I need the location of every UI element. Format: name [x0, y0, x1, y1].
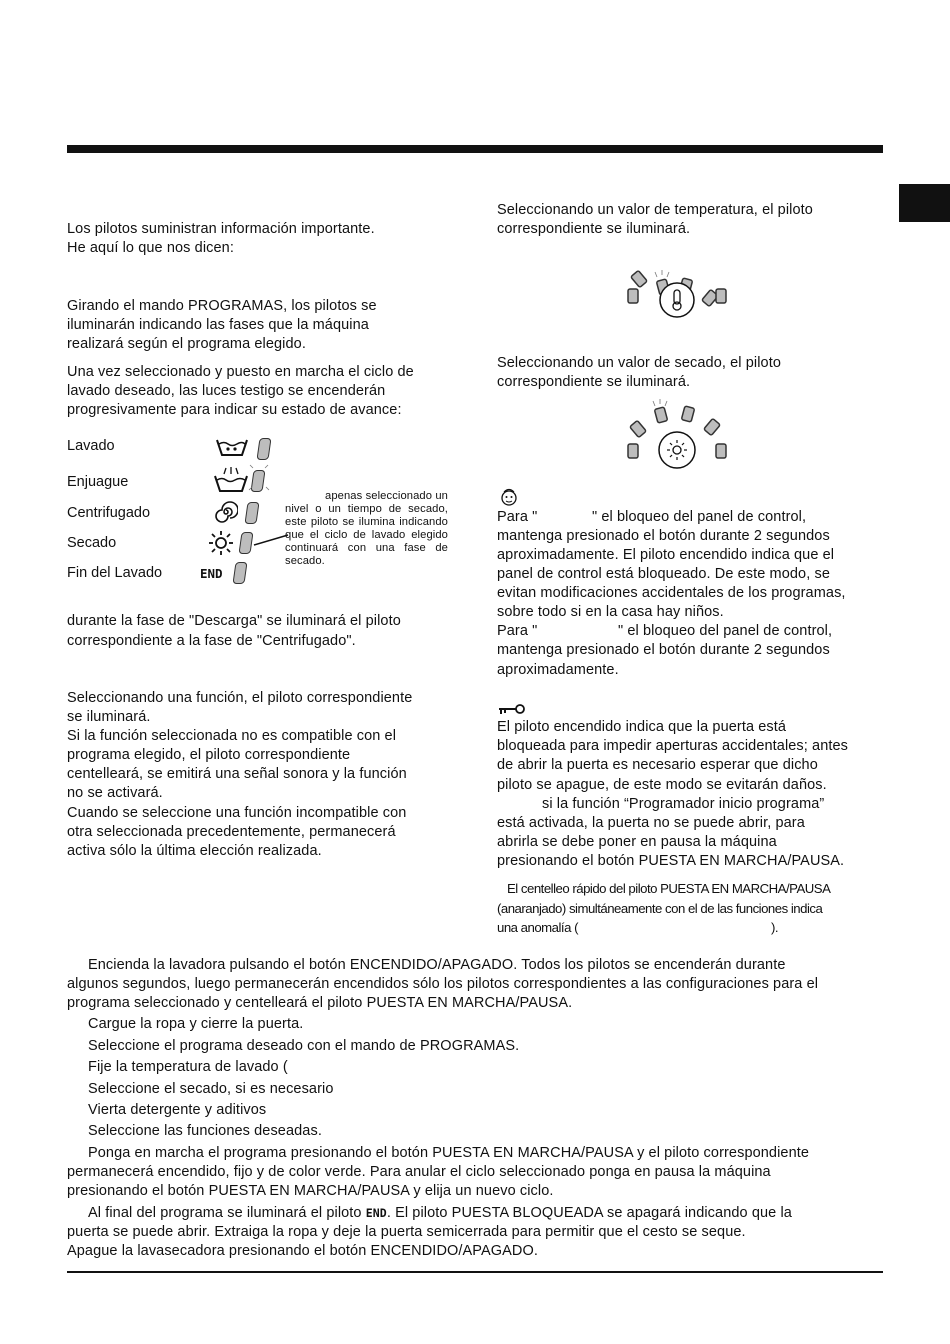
led-end [232, 562, 247, 584]
intro-line-2: He aquí lo que nos dicen: [67, 240, 234, 256]
led-spin [244, 502, 259, 524]
lock-line-2: mantenga presionado el botón durante 2 segundos [497, 528, 830, 544]
spin-icon [214, 500, 238, 524]
phase-label-dry: Secado [67, 535, 117, 551]
func-line-1: Seleccionando una función, el piloto correspondiente [67, 690, 413, 706]
step-3: Seleccione el programa deseado con el mando de PROGRAMAS. [88, 1038, 520, 1054]
step-9-line-2: puerta se puede abrir. Extraiga la ropa y deje la puerta semicerrada para permitir que el cesto se seque. [67, 1224, 746, 1240]
phase-label-rinse: Enjuague [67, 474, 129, 490]
temp-line-2: correspondiente se iluminará. [497, 221, 691, 237]
temp-led-2 [631, 270, 648, 287]
language-tab [899, 184, 950, 222]
step-4: Fije la temperatura de lavado ( [88, 1059, 288, 1075]
lock-line-4: panel de control está bloqueado. De este modo, se [497, 566, 830, 582]
step-8-line-3: presionando el botón PUESTA EN MARCHA/PAUSA y elija un nuevo ciclo. [67, 1183, 554, 1199]
temperature-selector-diagram [622, 266, 732, 322]
rinse-tub-icon [212, 466, 250, 494]
step-7: Seleccione las funciones deseadas. [88, 1123, 322, 1139]
func-line-4: programa elegido, el piloto correspondiente [67, 747, 351, 763]
step-8-line-1: Ponga en marcha el programa presionando el botón PUESTA EN MARCHA/PAUSA y el piloto correspondiente [88, 1145, 810, 1161]
lock-line-6: sobre todo si en la casa hay niños. [497, 604, 724, 620]
drain-line-2: correspondiente a la fase de "Centrifugado". [67, 633, 356, 649]
lock-line-5: evitan modificaciones accidentales de los programas, [497, 585, 846, 601]
end-glyph: END [200, 566, 223, 581]
door-line-6: está activada, la puerta no se puede abrir, para [497, 815, 805, 831]
drain-line-1: durante la fase de "Descarga" se iluminará el piloto [67, 613, 401, 629]
footer-rule [67, 1271, 883, 1273]
dry-led-5 [704, 418, 721, 435]
door-lock-key-icon [498, 702, 526, 716]
door-line-8: presionando el botón PUESTA EN MARCHA/PAUSA. [497, 853, 845, 869]
func-line-8: otra seleccionada precedentemente, permanecerá [67, 824, 396, 840]
dry-line-2: correspondiente se iluminará. [497, 374, 691, 390]
phase-label-end: Fin del Lavado [67, 565, 163, 581]
drying-selector-diagram [622, 398, 732, 470]
lock-line-3: aproximadamente. El piloto encendido indica que el [497, 547, 835, 563]
alarm-line-1: El centelleo rápido del piloto PUESTA EN MARCHA/PAUSA [507, 881, 831, 896]
alarm-line-3a: una anomalía ( [497, 920, 578, 935]
temp-led-6 [716, 289, 726, 303]
step-5: Seleccione el secado, si es necesario [88, 1081, 334, 1097]
step-8-line-2: permanecerá encendido, fijo y de color verde. Para anular el ciclo seleccionado ponga en pausa la máquina [67, 1164, 771, 1180]
step-2: Cargue la ropa y cierre la puerta. [88, 1016, 304, 1032]
lock-line-7a: Para " [497, 623, 538, 639]
alarm-line-2: (anaranjado) simultáneamente con el de las funciones indica [497, 901, 823, 916]
lock-line-8: mantenga presionado el botón durante 2 segundos [497, 642, 830, 658]
phase-label-wash: Lavado [67, 438, 115, 454]
door-line-5: si la función “Programador inicio programa” [542, 796, 825, 812]
lock-line-1b: " el bloqueo del panel de control, [592, 509, 807, 525]
func-line-6: no se activará. [67, 785, 163, 801]
intro-line-1: Los pilotos suministran información importante. [67, 221, 375, 237]
func-line-9: activa sólo la última elección realizada. [67, 843, 322, 859]
dry-led-3 [654, 407, 667, 423]
lock-line-7b: " el bloqueo del panel de control, [618, 623, 833, 639]
led-wash [256, 438, 271, 460]
dry-led-1 [628, 444, 638, 458]
step-1-line-2: algunos segundos, luego permanecerán encendidos sólo los pilotos correspondientes a las configuraciones para el [67, 976, 819, 992]
phase-paragraph-1: Girando el mando PROGRAMAS, los pilotos se iluminarán indicando las fases que la máquina realizará según el programa elegido. [67, 298, 377, 353]
rinse-led-glow-icon [248, 462, 272, 496]
door-line-4: piloto se apague, de este modo se evitarán daños. [497, 777, 827, 793]
dry-line-1: Seleccionando un valor de secado, el piloto [497, 355, 782, 371]
door-line-3: de abrir la puerta es necesario esperar que dicho [497, 757, 818, 773]
step-9-line-3: Apague la lavasecadora presionando el botón ENCENDIDO/APAGADO. [67, 1243, 538, 1259]
phase-label-spin: Centrifugado [67, 505, 151, 521]
step-9-post: . El piloto PUESTA BLOQUEADA se apagará indicando que la [386, 1205, 792, 1221]
door-line-2: bloqueada para impedir aperturas accidentales; antes [497, 738, 849, 754]
step-6: Vierta detergente y aditivos [88, 1102, 267, 1118]
step-1-line-1: Encienda la lavadora pulsando el botón ENCENDIDO/APAGADO. Todos los pilotos se encenderán durante [88, 957, 786, 973]
lock-line-1a: Para " [497, 509, 538, 525]
temp-led-1 [628, 289, 638, 303]
door-line-7: abrirla se debe poner en pausa la máquina [497, 834, 777, 850]
step-9-end-glyph: END [365, 1206, 387, 1220]
wash-tub-icon [214, 436, 250, 458]
temp-line-1: Seleccionando un valor de temperatura, el piloto [497, 202, 813, 218]
header-rule [67, 145, 883, 153]
step-1-line-3: programa seleccionado y centelleará el piloto PUESTA EN MARCHA/PAUSA. [67, 995, 573, 1011]
dry-led-2 [630, 420, 647, 437]
dry-note: apenas seleccionado un nivel o un tiempo de secado, este piloto se ilumina indicando que el ciclo de lavado elegido continuará con una fase de secado. [285, 490, 448, 567]
step-9-pre: Al final del programa se iluminará el piloto [88, 1205, 366, 1221]
step-9-line-1 [88, 1204, 792, 1223]
dry-led-4 [681, 406, 694, 422]
func-line-3: Si la función seleccionada no es compatible con el [67, 728, 397, 744]
lock-line-9: aproximadamente. [497, 662, 619, 678]
drying-sun-icon [206, 529, 236, 557]
dry-led-6 [716, 444, 726, 458]
alarm-line-3b: ). [771, 920, 779, 935]
phase-paragraph-2: Una vez seleccionado y puesto en marcha el ciclo de lavado deseado, las luces testigo se encenderán progresivamente para indicar su estado de avance: [67, 364, 414, 419]
func-line-5: centelleará, se emitirá una señal sonora y la función [67, 766, 407, 782]
door-line-1: El piloto encendido indica que la puerta está [497, 719, 787, 735]
func-line-7: Cuando se seleccione una función incompatible con [67, 805, 407, 821]
child-lock-icon [498, 487, 520, 507]
func-line-2: se iluminará. [67, 709, 151, 725]
